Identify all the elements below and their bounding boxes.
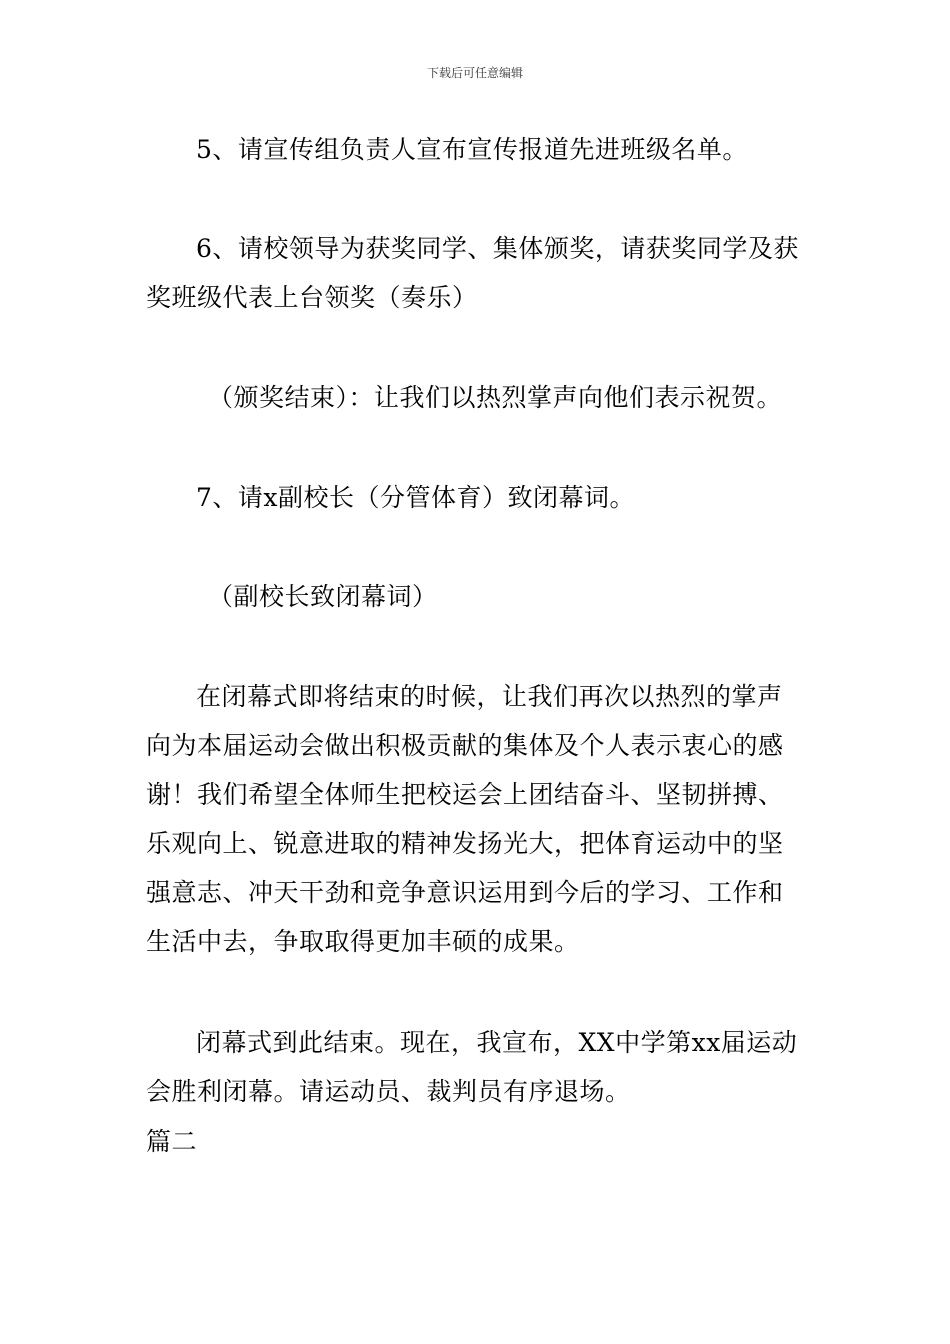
paragraph-item-7: 7、请x副校长（分管体育）致闭幕词。 (196, 483, 636, 512)
paragraph-closing-declaration: 闭幕式到此结束。现在，我宣布，XX中学第xx届运动会胜利闭幕。请运动员、裁判员有序退场。 (146, 1028, 798, 1106)
paragraph-vice-principal: （副校长致闭幕词） (208, 582, 438, 611)
section-heading: 篇二 (146, 1127, 198, 1156)
paragraph-closing-speech: 在闭幕式即将结束的时候，让我们再次以热烈的掌声向为本届运动会做出积极贡献的集体及个人表示衷心的感谢！我们希望全体师生把校运会上团结奋斗、坚韧拼搏、乐观向上、锐意进取的精神发扬光大，把体育运动中的坚强意志、冲天干劲和竞争意识运用到今后的学习、工作和生活中去，争取取得更加丰硕的成果。 (146, 682, 784, 956)
paragraph-award-end: （颁奖结束）：让我们以热烈掌声向他们表示祝贺。 (208, 383, 783, 412)
paragraph-item-5: 5、请宣传组负责人宣布宣传报道先进班级名单。 (196, 135, 748, 164)
page-header-note: 下载后可任意编辑 (426, 66, 523, 80)
paragraph-item-6: 6、请校领导为获奖同学、集体颁奖，请获奖同学及获奖班级代表上台领奖（奏乐） (146, 234, 799, 312)
